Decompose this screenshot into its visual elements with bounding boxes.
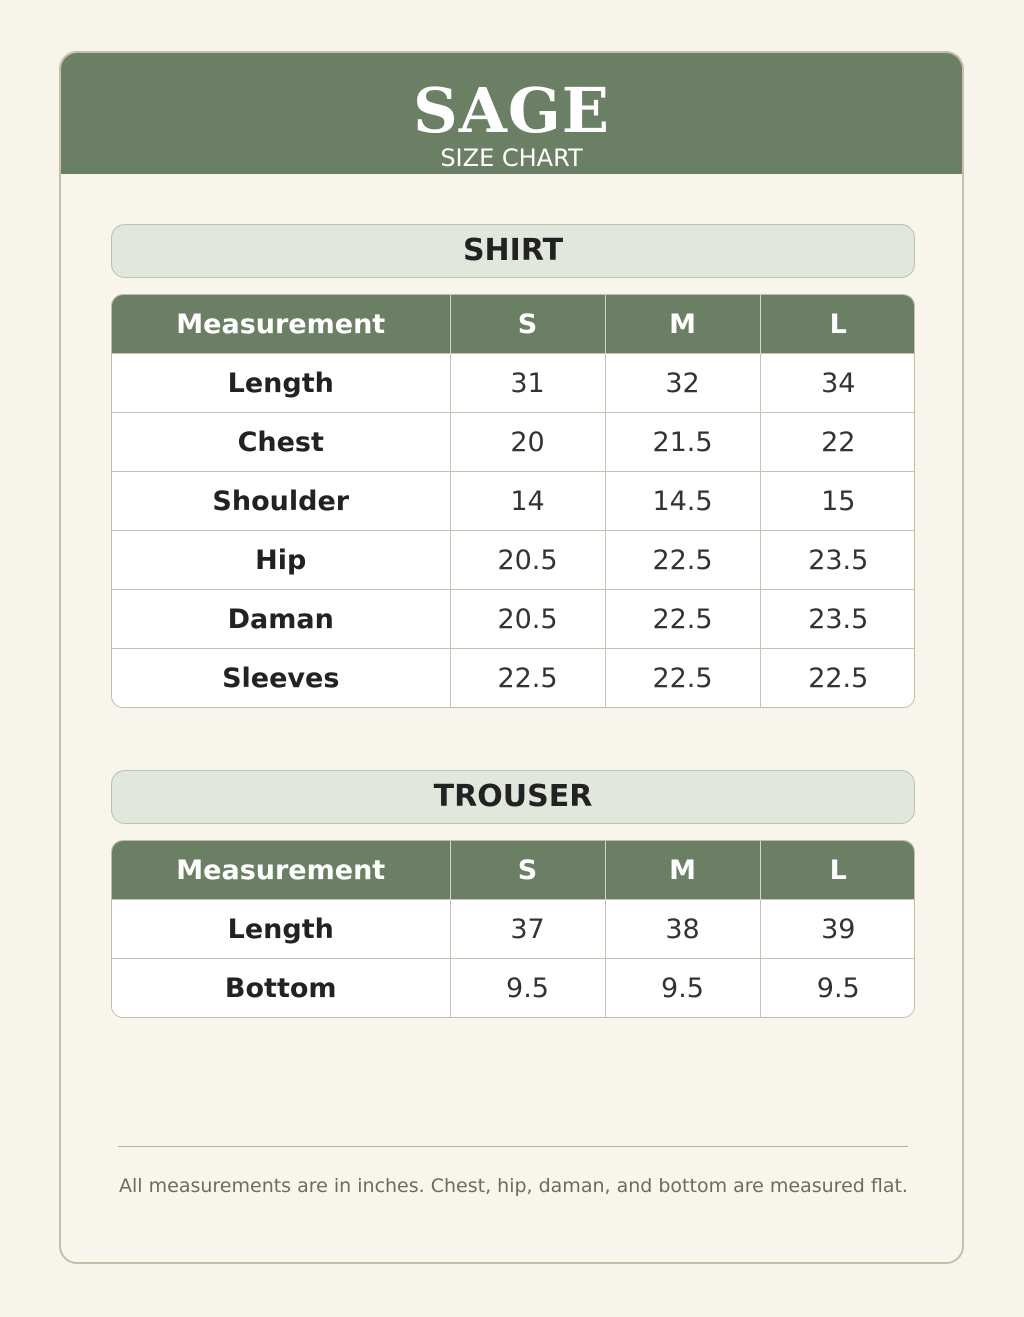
table-row [112,959,915,1018]
size-chart-subtitle: SIZE CHART [440,144,583,172]
cell-l: 23.5 [760,590,915,649]
column-header-measurement: Measurement [112,295,450,354]
cell-l: 22.5 [760,649,915,708]
cell-m: 22.5 [605,531,760,590]
cell-s: 31 [450,354,605,413]
cell-s: 20.5 [450,590,605,649]
footer-divider [118,1146,908,1147]
cell-s: 22.5 [450,649,605,708]
cell-m: 9.5 [605,959,760,1018]
row-label: Length [112,900,450,959]
shirt-size-table [111,294,915,708]
cell-l: 15 [760,472,915,531]
row-label: Bottom [112,959,450,1018]
row-label: Shoulder [112,472,450,531]
table-row [112,472,915,531]
cell-m: 38 [605,900,760,959]
cell-m: 22.5 [605,590,760,649]
column-header-s: S [450,295,605,354]
trouser-section-title: TROUSER [111,770,915,824]
size-chart-card [59,51,964,1264]
cell-l: 22 [760,413,915,472]
column-header-s: S [450,841,605,900]
cell-s: 37 [450,900,605,959]
column-header-m: M [605,295,760,354]
measurement-footnote: All measurements are in inches. Chest, hip, daman, and bottom are measured flat. [119,1175,908,1197]
cell-s: 9.5 [450,959,605,1018]
cell-l: 9.5 [760,959,915,1018]
table-row [112,413,915,472]
row-label: Hip [112,531,450,590]
cell-l: 34 [760,354,915,413]
row-label: Chest [112,413,450,472]
table-row [112,354,915,413]
column-header-l: L [760,295,915,354]
table-row [112,590,915,649]
trouser-size-table [111,840,915,1018]
cell-l: 39 [760,900,915,959]
cell-s: 20 [450,413,605,472]
cell-m: 21.5 [605,413,760,472]
row-label: Length [112,354,450,413]
cell-s: 14 [450,472,605,531]
table-row [112,649,915,708]
cell-m: 14.5 [605,472,760,531]
table-row [112,531,915,590]
header-banner [61,53,962,174]
cell-s: 20.5 [450,531,605,590]
cell-m: 32 [605,354,760,413]
cell-m: 22.5 [605,649,760,708]
brand-title: SAGE [412,74,611,147]
row-label: Sleeves [112,649,450,708]
table-row [112,900,915,959]
column-header-l: L [760,841,915,900]
row-label: Daman [112,590,450,649]
column-header-m: M [605,841,760,900]
column-header-measurement: Measurement [112,841,450,900]
table-header-row [112,295,915,354]
table-header-row [112,841,915,900]
shirt-section-title: SHIRT [111,224,915,278]
cell-l: 23.5 [760,531,915,590]
